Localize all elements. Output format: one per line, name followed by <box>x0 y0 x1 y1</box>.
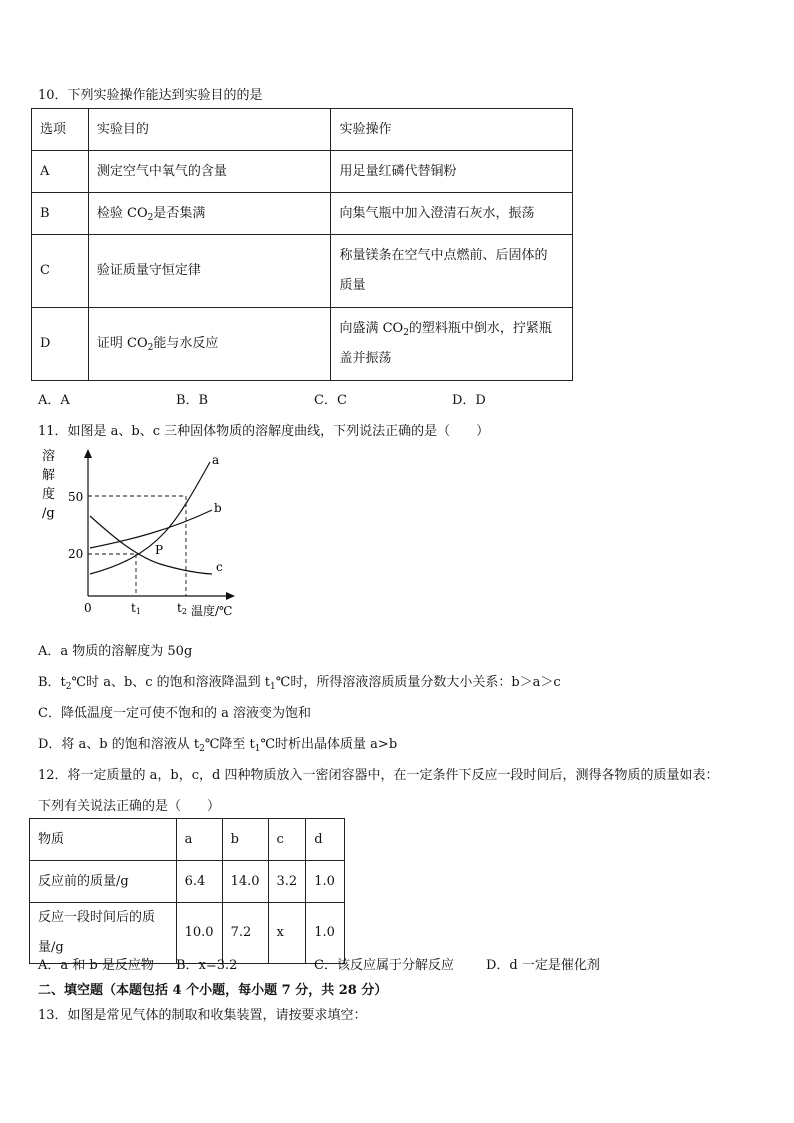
ylabel-char: /g <box>42 506 55 521</box>
xlabel: 温度/℃ <box>191 604 233 618</box>
curve-a <box>90 462 210 574</box>
table-header-row <box>32 109 573 151</box>
x-axis-arrow <box>226 592 235 600</box>
header-cell: 实验目的 <box>88 109 331 151</box>
tick-50: 50 <box>68 490 84 504</box>
cell-goal: 验证质量守恒定律 <box>88 235 331 308</box>
header-cell: c <box>268 819 306 861</box>
q12-option-d: D．d 一定是催化剂 <box>486 958 600 973</box>
table-row <box>32 235 573 308</box>
table-row <box>30 861 345 903</box>
q11-option-b: B．$t_2℃$时 a、b、c 的饱和溶液降温到 $t_1℃$时，所得溶液溶质质量分数大小关系：b＞a＞c <box>38 675 561 692</box>
cell-goal: 证明 $CO_2$能与水反应 <box>88 308 331 381</box>
tick-t2: t2 <box>177 601 187 616</box>
cell-operation: 用足量红磷代替铜粉 <box>331 151 573 193</box>
q12-option-c: C．该反应属于分解反应 <box>314 958 454 973</box>
label-c: c <box>216 560 223 574</box>
cell: 7.2 <box>222 903 268 964</box>
cell: 10.0 <box>176 903 222 964</box>
header-cell: a <box>176 819 222 861</box>
y-axis-arrow <box>84 449 92 458</box>
cell: 1.0 <box>306 903 345 964</box>
cell-option: B <box>32 193 89 235</box>
q11-option-d: D．将 a、b 的饱和溶液从 $t_2℃$降至 $t_1℃$时析出晶体质量 a>b <box>38 737 398 754</box>
table-row <box>32 308 573 381</box>
q11-stem: 11．如图是 a、b、c 三种固体物质的溶解度曲线，下列说法正确的是（ ） <box>38 424 490 439</box>
q10-option-a: A．A <box>38 393 70 408</box>
q12-option-a: A．a 和 b 是反应物 <box>38 958 154 973</box>
ylabel-char: 度 <box>42 487 56 502</box>
q11-option-a: A．a 物质的溶解度为 50g <box>38 644 193 659</box>
header-cell: 物质 <box>30 819 177 861</box>
q11-option-c: C．降低温度一定可使不饱和的 a 溶液变为饱和 <box>38 706 311 721</box>
tick-t1: t1 <box>131 601 141 616</box>
cell: 1.0 <box>306 861 345 903</box>
q10-stem: 10．下列实验操作能达到实验目的的是 <box>38 88 263 103</box>
cell: 3.2 <box>268 861 306 903</box>
origin-label: 0 <box>84 601 92 615</box>
q10-option-c: C．C <box>314 393 347 408</box>
label-a: a <box>212 453 220 467</box>
cell-goal: 测定空气中氧气的含量 <box>88 151 331 193</box>
table-row <box>32 193 573 235</box>
curve-b <box>90 510 212 548</box>
header-cell: 实验操作 <box>331 109 573 151</box>
ylabel-char: 解 <box>42 468 56 483</box>
cell-option: C <box>32 235 89 308</box>
table-header-row <box>30 819 345 861</box>
header-cell: b <box>222 819 268 861</box>
table-row <box>32 151 573 193</box>
q10-table <box>31 108 573 381</box>
label-p: P <box>155 543 164 557</box>
cell-option: A <box>32 151 89 193</box>
q12-option-b: B．x=3.2 <box>176 958 238 973</box>
cell-operation: 称量镁条在空气中点燃前、后固体的 质量 <box>331 235 573 308</box>
cell: 14.0 <box>222 861 268 903</box>
header-cell: d <box>306 819 345 861</box>
tick-20: 20 <box>68 547 84 561</box>
q13-stem: 13．如图是常见气体的制取和收集装置，请按要求填空： <box>38 1008 367 1023</box>
label-b: b <box>214 501 222 515</box>
header-cell: 选项 <box>32 109 89 151</box>
cell-goal: 检验 $CO_2$是否集满 <box>88 193 331 235</box>
cell: x <box>268 903 306 964</box>
cell-option: D <box>32 308 89 381</box>
cell: 反应前的质量/g <box>30 861 177 903</box>
cell: 6.4 <box>176 861 222 903</box>
q12-stem2: 下列有关说法正确的是（ ） <box>38 799 221 814</box>
cell-operation: 向盛满 $CO_2$的塑料瓶中倒水，拧紧瓶 盖并振荡 <box>331 308 573 381</box>
q10-option-b: B．B <box>176 393 209 408</box>
section-heading: 二、填空题（本题包括 4 个小题，每小题 7 分，共 28 分） <box>38 983 388 998</box>
q12-table <box>29 818 345 964</box>
q10-option-d: D．D <box>452 393 486 408</box>
q12-stem: 12．将一定质量的 a，b，c，d 四种物质放入一密闭容器中，在一定条件下反应一段时间后，测得各物质的质量如表： <box>38 768 719 783</box>
ylabel-char: 溶 <box>42 449 56 464</box>
cell-operation: 向集气瓶中加入澄清石灰水，振荡 <box>331 193 573 235</box>
solubility-graph <box>40 444 250 624</box>
cell: 反应一段时间后的质量/g <box>30 903 177 964</box>
